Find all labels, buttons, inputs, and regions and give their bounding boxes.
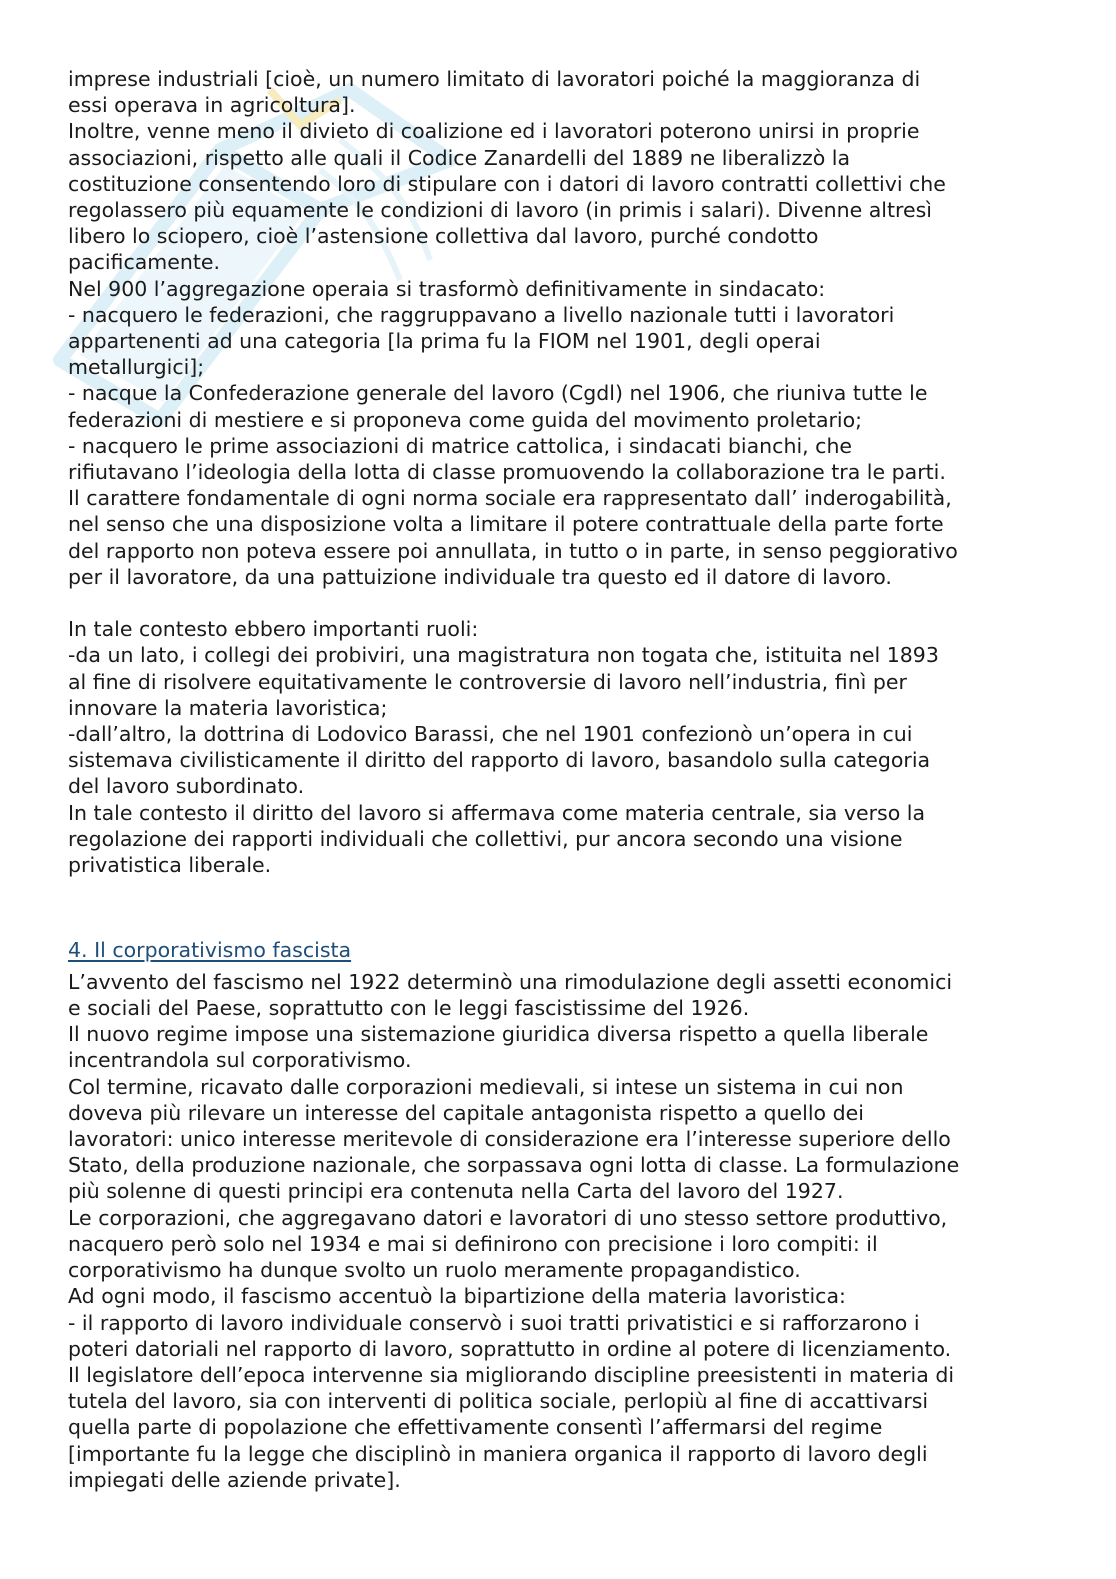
text-line: costituzione consentendo loro di stipulare con i datori di lavoro contratti collettivi che	[68, 171, 946, 196]
text-line: Il nuovo regime impose una sistemazione giuridica diversa rispetto a quella liberale	[68, 1022, 929, 1047]
text-line: del lavoro subordinato.	[68, 774, 305, 799]
paragraph-spacer	[68, 590, 1058, 616]
text-line: Inoltre, venne meno il divieto di coalizione ed i lavoratori poterono unirsi in proprie	[68, 119, 920, 144]
text-line: privatistica liberale.	[68, 853, 272, 878]
text-line: doveva più rilevare un interesse del capitale antagonista rispetto a quello dei	[68, 1100, 864, 1125]
text-line: Il legislatore dell’epoca intervenne sia migliorando discipline preesistenti in materia di	[68, 1362, 955, 1387]
section-heading: 4. Il corporativismo fascista	[68, 937, 352, 962]
list-item: - il rapporto di lavoro individuale conservò i suoi tratti privatistici e si rafforzarono i	[68, 1310, 920, 1335]
text-line: federazioni di mestiere e si proponeva come guida del movimento proletario;	[68, 407, 863, 432]
text-line: libero lo sciopero, cioè l’astensione collettiva dal lavoro, purché condotto	[68, 224, 819, 249]
text-line: In tale contesto ebbero importanti ruoli:	[68, 617, 479, 642]
text-line: associazioni, rispetto alle quali il Codice Zanardelli del 1889 ne liberalizzò la	[68, 145, 851, 170]
text-line: lavoratori: unico interesse meritevole di considerazione era l’interesse superiore dello	[68, 1127, 951, 1152]
text-line: Ad ogni modo, il fascismo accentuò la bipartizione della materia lavoristica:	[68, 1284, 846, 1309]
text-line: tutela del lavoro, sia con interventi di politica sociale, perlopiù al fine di accattivarsi	[68, 1389, 929, 1414]
list-item: - nacque la Confederazione generale del lavoro (Cgdl) nel 1906, che riuniva tutte le	[68, 381, 928, 406]
text-line: rifiutavano l’ideologia della lotta di classe promuovendo la collaborazione tra le parti.	[68, 460, 946, 485]
text-line: impiegati delle aziende private].	[68, 1467, 401, 1492]
text-line: [importante fu la legge che disciplinò in maniera organica il rapporto di lavoro degli	[68, 1441, 928, 1466]
text-line: nacquero però solo nel 1934 e mai si definirono con precisione i loro compiti: il	[68, 1231, 878, 1256]
text-line: metallurgici];	[68, 355, 205, 380]
text-line: incentrandola sul corporativismo.	[68, 1048, 412, 1073]
text-line: Col termine, ricavato dalle corporazioni medievali, si intese un sistema in cui non	[68, 1074, 904, 1099]
text-line: Le corporazioni, che aggregavano datori e lavoratori di uno stesso settore produttivo,	[68, 1205, 948, 1230]
text-line: regolassero più equamente le condizioni di lavoro (in primis i salari). Divenne altresì	[68, 198, 932, 223]
text-line: e sociali del Paese, soprattutto con le leggi fascistissime del 1926.	[68, 996, 750, 1021]
text-line: quella parte di popolazione che effettivamente consentì l’affermarsi del regime	[68, 1415, 883, 1440]
text-line: per il lavoratore, da una pattuizione individuale tra questo ed il datore di lavoro.	[68, 564, 892, 589]
text-line: al fine di risolvere equitativamente le controversie di lavoro nell’industria, finì per	[68, 669, 907, 694]
text-line: Il carattere fondamentale di ogni norma sociale era rappresentato dall’ inderogabilità,	[68, 486, 952, 511]
text-line: L’avvento del fascismo nel 1922 determinò una rimodulazione degli assetti economici	[68, 969, 953, 994]
list-item: -da un lato, i collegi dei probiviri, una magistratura non togata che, istituita nel 1893	[68, 643, 939, 668]
text-line: del rapporto non poteva essere poi annullata, in tutto o in parte, in senso peggiorativo	[68, 538, 958, 563]
text-line: corporativismo ha dunque svolto un ruolo meramente propagandistico.	[68, 1258, 801, 1283]
text-line: innovare la materia lavoristica;	[68, 695, 388, 720]
text-line: appartenenti ad una categoria [la prima fu la FIOM nel 1901, degli operai	[68, 329, 821, 354]
text-line: essi operava in agricoltura].	[68, 93, 356, 118]
text-line: Nel 900 l’aggregazione operaia si trasformò definitivamente in sindacato:	[68, 276, 826, 301]
text-line: pacificamente.	[68, 250, 221, 275]
document-body	[68, 66, 1058, 1493]
text-line: nel senso che una disposizione volta a limitare il potere contrattuale della parte forte	[68, 512, 944, 537]
text-line: poteri datoriali nel rapporto di lavoro, soprattutto in ordine al potere di licenziamento.	[68, 1336, 952, 1361]
text-line: più solenne di questi principi era contenuta nella Carta del lavoro del 1927.	[68, 1179, 844, 1204]
paragraph-spacer	[68, 904, 1058, 930]
list-item: - nacquero le federazioni, che raggruppavano a livello nazionale tutti i lavoratori	[68, 302, 895, 327]
list-item: - nacquero le prime associazioni di matrice cattolica, i sindacati bianchi, che	[68, 433, 853, 458]
text-line: In tale contesto il diritto del lavoro si affermava come materia centrale, sia verso la	[68, 800, 926, 825]
paragraph-spacer	[68, 878, 1058, 904]
text-line: Stato, della produzione nazionale, che sorpassava ogni lotta di classe. La formulazione	[68, 1153, 960, 1178]
list-item: -dall’altro, la dottrina di Lodovico Barassi, che nel 1901 confezionò un’opera in cui	[68, 722, 913, 747]
text-line: imprese industriali [cioè, un numero limitato di lavoratori poiché la maggioranza di	[68, 67, 921, 91]
text-line: sistemava civilisticamente il diritto del rapporto di lavoro, basandolo sulla categoria	[68, 748, 931, 773]
text-line: regolazione dei rapporti individuali che collettivi, pur ancora secondo una visione	[68, 826, 903, 851]
